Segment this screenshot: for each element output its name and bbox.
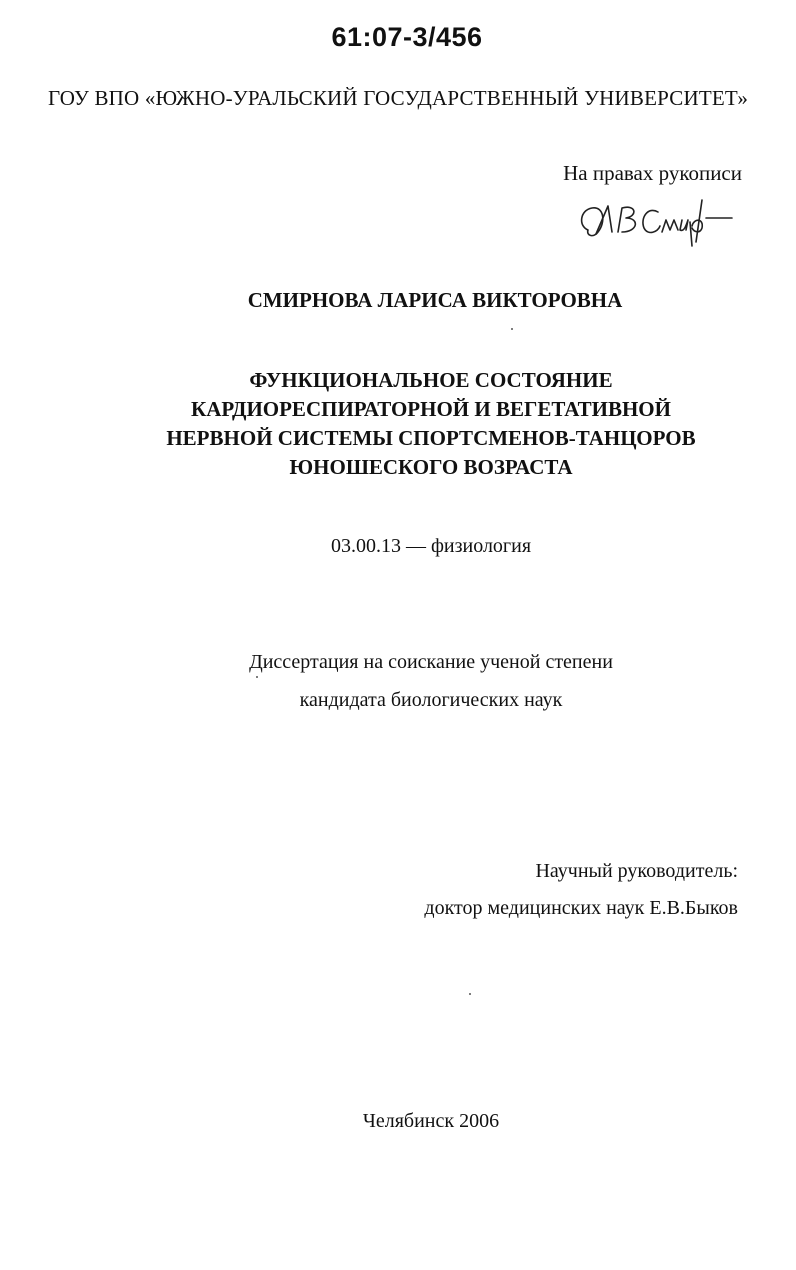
scan-speck [511, 328, 513, 330]
catalog-number: 61:07-3/456 [331, 22, 483, 52]
degree-line-1: Диссертация на соискание ученой степени [249, 651, 613, 673]
specialty-code: 03.00.13 — физиология [330, 535, 532, 557]
author-name: СМИРНОВА ЛАРИСА ВИКТОРОВНА [247, 288, 623, 312]
degree-statement [0, 643, 796, 719]
title-line: КАРДИОРЕСПИРАТОРНОЙ И ВЕГЕТАТИВНОЙ [191, 397, 671, 421]
dissertation-title [0, 366, 796, 482]
degree-line-2: кандидата биологических наук [299, 689, 563, 711]
city-year: Челябинск 2006 [362, 1110, 500, 1132]
author-signature [574, 196, 734, 248]
scan-speck [256, 676, 258, 678]
manuscript-rights-label: На правах рукописи [563, 161, 742, 185]
title-line: ЮНОШЕСКОГО ВОЗРАСТА [289, 455, 573, 479]
title-line: ФУНКЦИОНАЛЬНОЕ СОСТОЯНИЕ [249, 368, 613, 392]
scan-speck [469, 993, 471, 995]
title-line: НЕРВНОЙ СИСТЕМЫ СПОРТСМЕНОВ-ТАНЦОРОВ [166, 426, 696, 450]
supervisor-name: доктор медицинских наук Е.В.Быков [424, 897, 738, 919]
supervisor-label: Научный руководитель: [535, 860, 738, 882]
institution-name: ГОУ ВПО «ЮЖНО-УРАЛЬСКИЙ ГОСУДАРСТВЕННЫЙ УНИВЕРСИТЕТ» [47, 86, 749, 110]
